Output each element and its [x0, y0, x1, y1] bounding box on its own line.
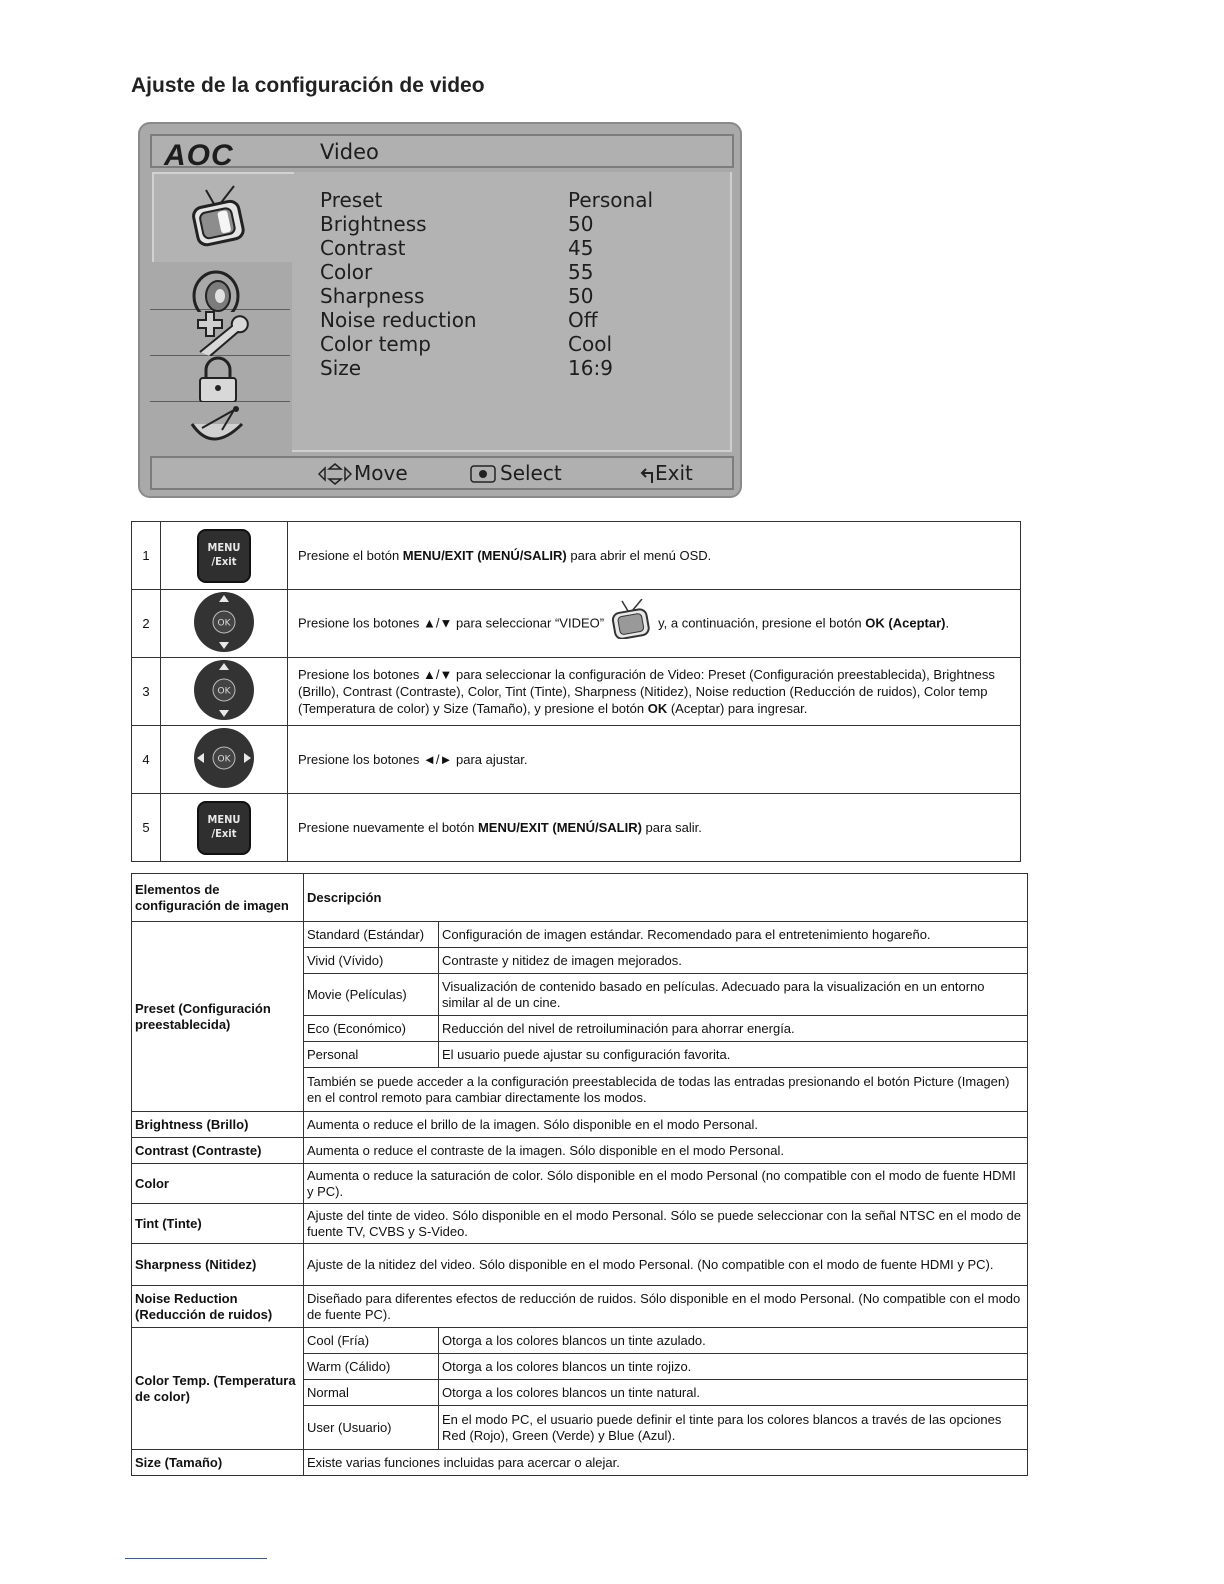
lock-icon — [192, 356, 252, 402]
osd-value-color: 55 — [568, 260, 594, 284]
osd-tab-lock[interactable] — [150, 356, 290, 402]
step-row — [132, 726, 1021, 794]
osd-footer-move: Move — [354, 461, 408, 485]
step-row — [132, 794, 1021, 862]
step-icon-cell — [161, 726, 288, 794]
step-text: Presione los botones ▲/▼ para seleccionar “VIDEO” y, a continuación, presione el botón OK (Aceptar). — [288, 590, 1021, 658]
row-description: Aumenta o reduce el contraste de la imagen. Sólo disponible en el modo Personal. — [304, 1138, 1028, 1164]
osd-value-color-temp: Cool — [568, 332, 612, 356]
option-name: Cool (Fría) — [304, 1328, 439, 1354]
table-row — [132, 1244, 1028, 1286]
page-title: Ajuste de la configuración de video — [131, 74, 485, 97]
aoc-logo: AOC — [164, 139, 234, 172]
osd-item-size[interactable]: Size — [320, 356, 362, 380]
step-icon-cell — [161, 522, 288, 590]
tv-icon — [608, 599, 654, 639]
option-description: El usuario puede ajustar su configuración favorita. — [439, 1042, 1028, 1068]
header-description: Descripción — [304, 874, 1028, 922]
move-arrows-icon — [318, 463, 352, 485]
step-number: 5 — [132, 794, 161, 862]
option-description: Otorga a los colores blancos un tinte natural. — [439, 1380, 1028, 1406]
row-label-size: Size (Tamaño) — [132, 1450, 304, 1476]
row-label-brightness: Brightness (Brillo) — [132, 1112, 304, 1138]
row-description: Ajuste del tinte de video. Sólo disponible en el modo Personal. Sólo se puede seleccionar con la señal NTSC en el modo de fuente TV, CVBS y S-Video. — [304, 1204, 1028, 1244]
settings-description-table — [131, 873, 1028, 1476]
osd-footer-exit: Exit — [655, 461, 693, 485]
table-row — [132, 922, 1028, 948]
table-row — [132, 1138, 1028, 1164]
option-name: User (Usuario) — [304, 1406, 439, 1450]
row-label-noise-reduction: Noise Reduction (Reducción de ruidos) — [132, 1286, 304, 1328]
osd-value-brightness: 50 — [568, 212, 594, 236]
ok-label: OK — [217, 686, 231, 697]
preset-note: También se puede acceder a la configuración preestablecida de todas las entradas presionando el botón Picture (Imagen) en el control remoto para cambiar directamente los modos. — [304, 1068, 1028, 1112]
row-label-contrast: Contrast (Contraste) — [132, 1138, 304, 1164]
row-description: Ajuste de la nitidez del video. Sólo disponible en el modo Personal. (No compatible con el modo de fuente HDMI y PC). — [304, 1244, 1028, 1286]
row-description: Aumenta o reduce el brillo de la imagen. Sólo disponible en el modo Personal. — [304, 1112, 1028, 1138]
menu-button-label: MENU — [207, 540, 241, 554]
table-row — [132, 1286, 1028, 1328]
select-button-icon — [470, 465, 496, 483]
osd-item-noise-reduction[interactable]: Noise reduction — [320, 308, 477, 332]
osd-value-sharpness: 50 — [568, 284, 594, 308]
step-icon-cell — [161, 590, 288, 658]
option-description: Configuración de imagen estándar. Recomendado para el entretenimiento hogareño. — [439, 922, 1028, 948]
table-row — [132, 1450, 1028, 1476]
osd-item-color-temp[interactable]: Color temp — [320, 332, 431, 356]
step-number: 3 — [132, 658, 161, 726]
osd-value-preset: Personal — [568, 188, 654, 212]
ok-left-right-button-icon — [193, 727, 255, 789]
osd-header — [150, 134, 734, 172]
option-name: Warm (Cálido) — [304, 1354, 439, 1380]
row-label-sharpness: Sharpness (Nitidez) — [132, 1244, 304, 1286]
option-description: En el modo PC, el usuario puede definir el tinte para los colores blancos a través de las opciones Red (Rojo), Green (Verde) y Blue (Azul). — [439, 1406, 1028, 1450]
option-name: Vivid (Vívido) — [304, 948, 439, 974]
option-name: Personal — [304, 1042, 439, 1068]
osd-footer-select: Select — [500, 461, 562, 485]
osd-tab-channel[interactable] — [150, 402, 290, 448]
osd-menu-screenshot — [138, 122, 742, 498]
step-text: Presione los botones ◄/► para ajustar. — [288, 726, 1021, 794]
ok-label: OK — [217, 754, 231, 765]
osd-item-contrast[interactable]: Contrast — [320, 236, 406, 260]
step-text: Presione los botones ▲/▼ para seleccionar la configuración de Video: Preset (Configuración preestablecida), Brightness (Brillo), Contrast (Contraste), Color, Tint (Tinte), Sharpness (Nitidez), Noise reduction (Reducción de ruidos), Color temp (Temperatura de color) y Size (Tamaño), y presione el botón OK (Aceptar) para ingresar. — [288, 658, 1021, 726]
exit-return-icon — [638, 465, 656, 485]
ok-label: OK — [217, 618, 231, 629]
step-text: Presione el botón MENU/EXIT (MENÚ/SALIR) para abrir el menú OSD. — [288, 522, 1021, 590]
step-row — [132, 590, 1021, 658]
osd-value-noise-reduction: Off — [568, 308, 598, 332]
step-row — [132, 658, 1021, 726]
exit-button-label: /Exit — [211, 554, 237, 568]
menu-exit-button-icon — [197, 801, 251, 855]
option-name: Eco (Económico) — [304, 1016, 439, 1042]
table-row — [132, 1112, 1028, 1138]
speaker-icon — [184, 266, 254, 312]
option-description: Otorga a los colores blancos un tinte azulado. — [439, 1328, 1028, 1354]
header-items: Elementos de configuración de imagen — [132, 874, 304, 922]
table-row — [132, 1204, 1028, 1244]
osd-value-size: 16:9 — [568, 356, 613, 380]
row-description: Existe varias funciones incluidas para acercar o alejar. — [304, 1450, 1028, 1476]
option-description: Otorga a los colores blancos un tinte rojizo. — [439, 1354, 1028, 1380]
osd-item-sharpness[interactable]: Sharpness — [320, 284, 425, 308]
footnote-rule — [125, 1558, 267, 1559]
tools-icon — [180, 310, 260, 356]
option-description: Visualización de contenido basado en películas. Adecuado para la visualización en un entorno similar al de un cine. — [439, 974, 1028, 1016]
table-row — [132, 1328, 1028, 1354]
option-name: Normal — [304, 1380, 439, 1406]
option-description: Contraste y nitidez de imagen mejorados. — [439, 948, 1028, 974]
step-text: Presione nuevamente el botón MENU/EXIT (MENÚ/SALIR) para salir. — [288, 794, 1021, 862]
table-row — [132, 1164, 1028, 1204]
row-label-preset: Preset (Configuración preestablecida) — [132, 922, 304, 1112]
tv-icon — [184, 184, 254, 254]
osd-title: Video — [320, 140, 379, 164]
step-icon-cell — [161, 794, 288, 862]
osd-item-preset[interactable]: Preset — [320, 188, 383, 212]
step-icon-cell — [161, 658, 288, 726]
osd-footer — [150, 456, 734, 490]
step-row — [132, 522, 1021, 590]
row-label-tint: Tint (Tinte) — [132, 1204, 304, 1244]
menu-exit-button-icon — [197, 529, 251, 583]
option-name: Movie (Películas) — [304, 974, 439, 1016]
step-number: 2 — [132, 590, 161, 658]
option-description: Reducción del nivel de retroiluminación para ahorrar energía. — [439, 1016, 1028, 1042]
osd-item-color[interactable]: Color — [320, 260, 373, 284]
step-number: 4 — [132, 726, 161, 794]
step-number: 1 — [132, 522, 161, 590]
osd-tab-audio[interactable] — [150, 264, 290, 310]
steps-table — [131, 521, 1021, 862]
osd-tab-video[interactable] — [152, 172, 294, 262]
row-label-color: Color — [132, 1164, 304, 1204]
option-name: Standard (Estándar) — [304, 922, 439, 948]
table-header-row — [132, 874, 1028, 922]
osd-item-brightness[interactable]: Brightness — [320, 212, 427, 236]
ok-up-down-button-icon — [193, 591, 255, 653]
row-label-color-temp: Color Temp. (Temperatura de color) — [132, 1328, 304, 1450]
osd-value-contrast: 45 — [568, 236, 594, 260]
row-description: Diseñado para diferentes efectos de reducción de ruidos. Sólo disponible en el modo Personal. (No compatible con el modo de fuente PC). — [304, 1286, 1028, 1328]
menu-button-label: MENU — [207, 812, 241, 826]
satellite-dish-icon — [182, 404, 262, 450]
osd-tab-setup[interactable] — [150, 310, 290, 356]
ok-up-down-button-icon — [193, 659, 255, 721]
exit-button-label: /Exit — [211, 826, 237, 840]
row-description: Aumenta o reduce la saturación de color. Sólo disponible en el modo Personal (no compatible con el modo de fuente HDMI y PC). — [304, 1164, 1028, 1204]
